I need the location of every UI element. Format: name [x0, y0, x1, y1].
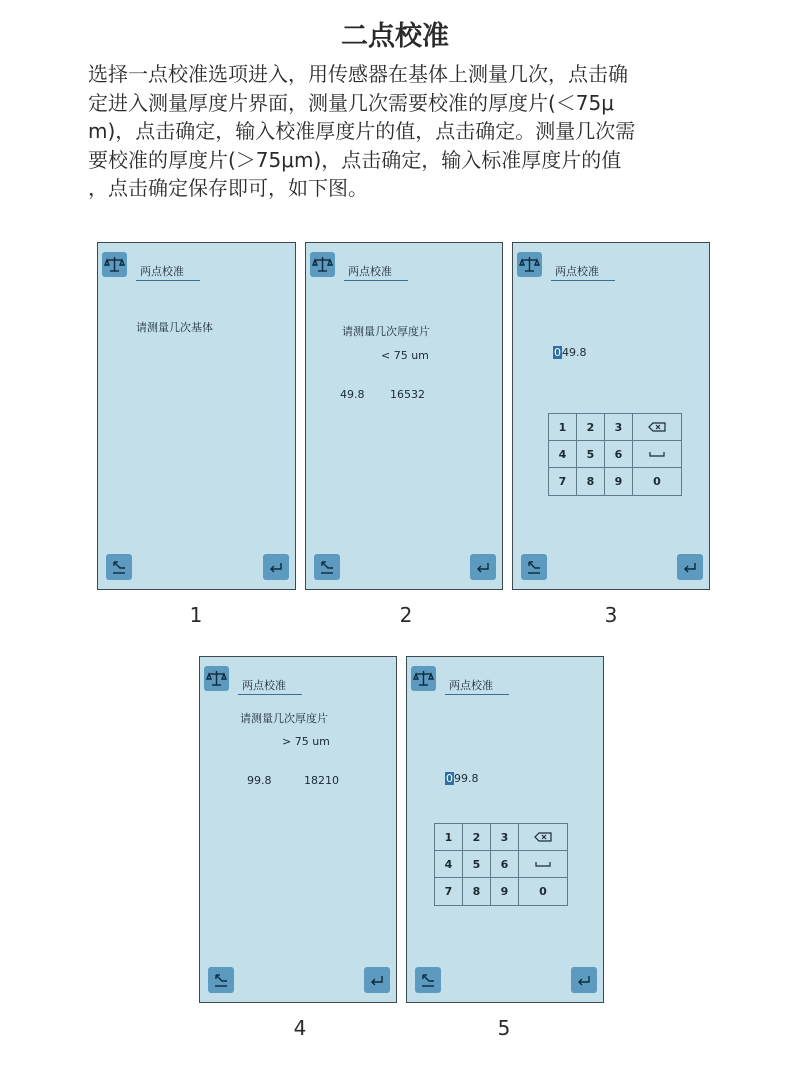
key-8[interactable]: 8: [577, 468, 605, 495]
key-0[interactable]: 0: [653, 475, 661, 488]
enter-arrow-icon: [364, 967, 390, 993]
key-4[interactable]: 4: [435, 851, 463, 878]
key-3[interactable]: 3: [605, 414, 633, 441]
thickness-range: < 75 um: [381, 349, 429, 362]
input-cursor: 0: [446, 772, 453, 785]
title-underline: [136, 280, 200, 281]
reading-count: 16532: [390, 388, 425, 401]
key-0[interactable]: 0: [539, 885, 547, 898]
screen-3: [512, 242, 710, 590]
screen-caption: 5: [497, 1016, 511, 1040]
screen-caption: 1: [189, 603, 203, 627]
key-3[interactable]: 3: [491, 824, 519, 851]
thickness-input[interactable]: [553, 346, 587, 359]
input-cursor: 0: [554, 346, 561, 359]
reading-value: 49.8: [340, 388, 365, 401]
key-1[interactable]: 1: [549, 414, 577, 441]
screen-2: [305, 242, 503, 590]
screen-title: 两点校准: [242, 679, 286, 692]
title-underline: [445, 694, 509, 695]
intro-line: m)，点击确定，输入校准厚度片的值，点击确定。测量几次需: [88, 119, 636, 143]
balance-scale-icon: [411, 666, 436, 691]
page-title: 二点校准: [341, 21, 449, 52]
backspace-key[interactable]: [633, 414, 681, 441]
space-key[interactable]: [519, 851, 567, 878]
measure-prompt: 请测量几次厚度片: [240, 712, 328, 725]
thickness-input[interactable]: [445, 772, 479, 785]
intro-paragraph: [88, 60, 728, 203]
screen-title: 两点校准: [348, 265, 392, 278]
back-button[interactable]: [314, 554, 340, 580]
screen-title: 两点校准: [555, 265, 599, 278]
numeric-keypad: [434, 823, 568, 906]
backspace-icon: [648, 422, 666, 432]
balance-scale-icon: [310, 252, 335, 277]
key-7[interactable]: 7: [549, 468, 577, 495]
back-arrow-icon: [521, 554, 547, 580]
title-underline: [551, 280, 615, 281]
balance-scale-icon: [204, 666, 229, 691]
measure-prompt: 请测量几次厚度片: [342, 325, 430, 338]
confirm-button[interactable]: [364, 967, 390, 993]
screen-title: 两点校准: [140, 265, 184, 278]
confirm-button[interactable]: [263, 554, 289, 580]
back-button[interactable]: [415, 967, 441, 993]
input-value: 49.8: [562, 346, 587, 359]
screen-caption: 3: [604, 603, 618, 627]
confirm-button[interactable]: [677, 554, 703, 580]
intro-line: 要校准的厚度片(＞75μm)，点击确定，输入标准厚度片的值: [88, 147, 622, 172]
key-4[interactable]: 4: [549, 441, 577, 468]
numeric-keypad: [548, 413, 682, 496]
backspace-key[interactable]: [519, 824, 567, 851]
screen-5: [406, 656, 604, 1003]
input-value: 99.8: [454, 772, 479, 785]
space-icon: [535, 860, 551, 868]
reading-value: 99.8: [247, 774, 272, 787]
confirm-button[interactable]: [470, 554, 496, 580]
thickness-range: > 75 um: [282, 735, 330, 748]
back-arrow-icon: [415, 967, 441, 993]
key-7[interactable]: 7: [435, 878, 463, 905]
screen-title: 两点校准: [449, 679, 493, 692]
key-8[interactable]: 8: [463, 878, 491, 905]
enter-arrow-icon: [470, 554, 496, 580]
title-underline: [238, 694, 302, 695]
back-arrow-icon: [106, 554, 132, 580]
back-arrow-icon: [314, 554, 340, 580]
space-key[interactable]: [633, 441, 681, 468]
enter-arrow-icon: [677, 554, 703, 580]
back-arrow-icon: [208, 967, 234, 993]
balance-scale-icon: [517, 252, 542, 277]
balance-scale-icon: [102, 252, 127, 277]
confirm-button[interactable]: [571, 967, 597, 993]
key-6[interactable]: 6: [491, 851, 519, 878]
screen-4: [199, 656, 397, 1003]
key-2[interactable]: 2: [463, 824, 491, 851]
intro-line: 定进入测量厚度片界面，测量几次需要校准的厚度片(＜75μ: [88, 90, 614, 115]
screen-1: [97, 242, 296, 590]
intro-line: 选择一点校准选项进入，用传感器在基体上测量几次，点击确: [88, 62, 628, 86]
screen-caption: 2: [399, 603, 413, 627]
key-9[interactable]: 9: [605, 468, 633, 495]
reading-count: 18210: [304, 774, 339, 787]
backspace-icon: [534, 832, 552, 842]
enter-arrow-icon: [571, 967, 597, 993]
back-button[interactable]: [208, 967, 234, 993]
key-6[interactable]: 6: [605, 441, 633, 468]
back-button[interactable]: [106, 554, 132, 580]
key-2[interactable]: 2: [577, 414, 605, 441]
space-icon: [649, 450, 665, 458]
screen-caption: 4: [293, 1016, 307, 1040]
key-5[interactable]: 5: [577, 441, 605, 468]
back-button[interactable]: [521, 554, 547, 580]
title-underline: [344, 280, 408, 281]
enter-arrow-icon: [263, 554, 289, 580]
key-1[interactable]: 1: [435, 824, 463, 851]
key-5[interactable]: 5: [463, 851, 491, 878]
intro-line: ，点击确定保存即可，如下图。: [88, 176, 368, 200]
measure-prompt: 请测量几次基体: [136, 321, 213, 334]
key-9[interactable]: 9: [491, 878, 519, 905]
